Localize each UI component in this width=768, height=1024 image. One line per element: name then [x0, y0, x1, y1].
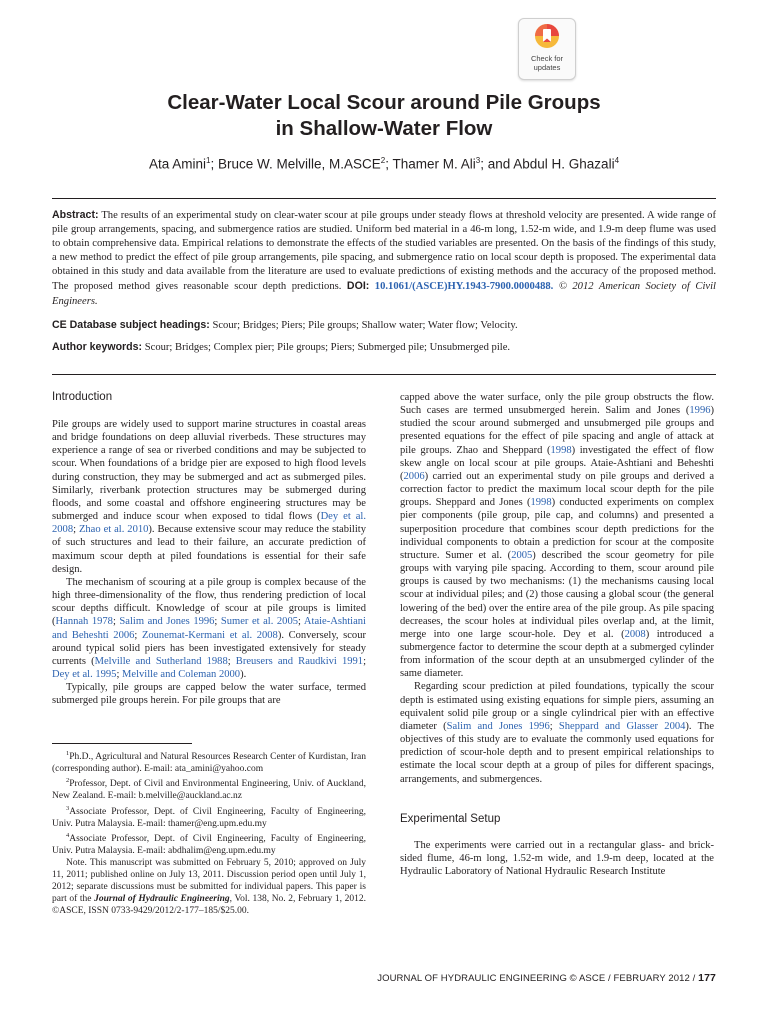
citation-link[interactable]: 2006 [403, 470, 425, 482]
paragraph-text: capped above the water surface, only the pile group obstructs the flow. Such cases are termed unsubmerged herein. Salim and Jones ( [400, 392, 714, 417]
footnote-item [52, 803, 366, 830]
author-name: Abdul H. Ghazali [513, 156, 615, 172]
page-number: 177 [698, 972, 716, 984]
footnote-list [52, 748, 366, 857]
paragraph-text: ; [116, 668, 123, 680]
badge-label-line1: Check for [530, 54, 564, 63]
note-text: Note. This manuscript was submitted on February 5, 2010; approved on July 11, 2011; published online on July 13, 2011. Discussion period open until July 1, 2012; separate discussions must be submitted for individual papers. This paper is part of the [52, 858, 366, 905]
citation-link[interactable]: Sumer et al. 2005 [220, 616, 298, 628]
paragraph-text: ) carried out an experimental study on pile groups and derived a correction factor to predict the maximum local scour depth for the pile groups. Sheppard and Jones ( [400, 470, 714, 509]
paragraph-text: ) studied the scour around submerged and unsubmerged pile groups and presented equations for the effect of pile spacing and angle of attack at pile groups. Zhao and Sheppard ( [400, 405, 714, 456]
abstract-bottom-rule [52, 374, 716, 375]
badge-label-line2: updates [533, 63, 561, 72]
paragraph-text: ; [549, 720, 559, 732]
citation-link[interactable]: Dey et al. 1995 [52, 668, 117, 680]
paragraph-text: ; [227, 655, 236, 667]
author-separator: ; [385, 156, 393, 172]
footnote-rule [52, 743, 192, 744]
paragraph-text: ; [112, 616, 120, 628]
abstract-label: Abstract: [52, 209, 99, 221]
citation-link[interactable]: 2008 [624, 628, 646, 640]
paragraph-text: Regarding scour prediction at piled foundations, typically the scour depth is estimated using existing equations for simple piers, assuming an equivalent solid pile group or a single cylindrical pier with an effective diameter ( [400, 681, 714, 732]
right-paragraph-2 [400, 680, 714, 785]
citation-link[interactable]: 1996 [689, 405, 711, 417]
abstract-block [52, 208, 716, 355]
citation-link[interactable]: Salim and Jones 1996 [119, 616, 215, 628]
paragraph-text: ; [214, 616, 221, 628]
footer-text: JOURNAL OF HYDRAULIC ENGINEERING © ASCE / FEBRUARY 2012 / [377, 973, 699, 984]
author-name: Ata Amini [148, 156, 206, 172]
doi-label: DOI: [346, 280, 370, 293]
abstract-text: The results of an experimental study on clear-water scour at pile groups under steady flows at threshold velocity are presented. A wide range of pile group arrangements, spacing, and submergence ratios are studied. Uniform bed material in a 46-m long, 1.52-m wide, and 1.9-m deep flume was used to obtain comprehensive data. Empirical relations to demonstrate the effects of the studied variables are presented. On the basis of the findings of this study, a new method to predict the effect of pile group arrangements, pile spacing, and submergence ratio on local scour depth is proposed. The experimental data obtained in this study and data available from the literature are used to evaluate predictions of existing methods and the accuracy of the proposed method. The proposed method gives reasonable scour depth predictions. [52, 210, 716, 293]
author-keywords [52, 340, 716, 355]
citation-link[interactable]: Salim and Jones 1996 [446, 720, 550, 732]
intro-paragraph-3: Typically, pile groups are capped below the water surface, termed submerged pile groups herein. For pile groups that are [52, 682, 366, 707]
abstract-top-rule [52, 198, 716, 199]
footnote-mark: 1 [66, 750, 70, 757]
paragraph-text: ). Because extensive scour may reduce the stability of such structures and lead to their failure, an accurate prediction of maximum scour depth at piled foundations is essential for their safe design. [52, 524, 366, 575]
author-keywords-label: Author keywords: [52, 340, 143, 353]
citation-link[interactable]: Dey et al. 2008 [52, 511, 366, 536]
paragraph-text: Pile groups are widely used to support marine structures in coastal areas and bridge foundations on deep alluvial riverbeds. These structures may experience a range of sea or riverbed conditions and may be subjected to scour. When foundations of a bridge pier are exposed to high flood levels during construction, they may be submerged and act as submerged piles. Similarly, riverbank protection structures may be submerged during floods, and some coastal and offshore engineering structures may be submerged and induce scour when exposed to tidal flows ( [52, 419, 366, 523]
manuscript-note [52, 857, 366, 917]
paragraph-text: ) introduced a submergence factor to determine the scour depth at a submerged cylinder from information of the scour depth at an unsubmerged cylinder of the same diameter. [400, 628, 714, 680]
paragraph-text: ). The objectives of this study are to evaluate the commonly used equations for prediction of scour-hole depth and to present empirical relationships to estimate the local scour depth at a group of piles for different spacings, arrangements, and submergences. [400, 720, 714, 785]
footnote-item [52, 748, 366, 775]
paper-title [60, 90, 708, 142]
note-tail: , Vol. 138, No. 2, February 1, 2012. ©ASCE, ISSN 0733-9429/2012/2-177–185/$25.00. [52, 894, 366, 917]
paragraph-text: ; [363, 655, 366, 667]
subject-headings-label: CE Database subject headings: [52, 318, 210, 331]
right-column [400, 391, 714, 878]
footnote-mark: 2 [66, 777, 70, 785]
abstract-paragraph [52, 208, 716, 309]
experimental-setup-paragraph: The experiments were carried out in a rectangular glass- and brick-sided flume, 46-m long, 1.52-m wide, and 1.9-m deep, located at the Hydraulic Laboratory of National Hydraulic Research Institute [400, 839, 714, 877]
title-line1: Clear-Water Local Scour around Pile Groups [167, 91, 601, 114]
check-for-updates-badge[interactable] [518, 18, 576, 80]
citation-link[interactable]: Zounemat-Kermani et al. 2008 [141, 629, 278, 641]
intro-paragraph-2 [52, 576, 366, 681]
author-name: Bruce W. Melville, M.ASCE [217, 156, 381, 172]
introduction-heading: Introduction [52, 391, 113, 403]
citation-link[interactable]: 1998 [530, 497, 552, 509]
citation-link[interactable]: Melville and Sutherland 1988 [94, 655, 228, 667]
footnote-mark: 4 [66, 831, 70, 839]
subject-headings-text: Scour; Bridges; Piers; Pile groups; Shallow water; Water flow; Velocity. [212, 319, 518, 331]
note-journal: Journal of Hydraulic Engineering [94, 894, 230, 905]
paragraph-text: ) described the scour geometry for pile groups with varying pile spacing. According to them, scour around pile groups is caused by two mechanisms: (1) the mechanisms causing local scour at individual piles; and (2) those causing a global scour (the general lowering of the bed) over the entire area of the pile group. As pile spacing decreases, the scour holes at individual piles overlap and, at the limit, merge into one large scour-hole. Dey et al. ( [400, 549, 714, 640]
author-affiliation-mark: 1 [206, 156, 211, 165]
copyright-text: © 2012 American Society of Civil Engineers. [52, 281, 716, 307]
citation-link[interactable]: 1998 [550, 444, 572, 456]
paragraph-text: The mechanism of scouring at a pile group is complex because of the high three-dimensionality of the flow, thus rendering prediction of local scour depths difficult. Knowledge of scour at pile groups is limited ( [52, 576, 366, 628]
doi-link[interactable]: 10.1061/(ASCE)HY.1943-7900.0000488. [374, 281, 554, 293]
footnote-text: Associate Professor, Dept. of Civil Engineering, Faculty of Engineering, Univ. Putra Malaysia. E-mail: abdhalim@eng.upm.edu.my [52, 833, 366, 856]
paragraph-text: ) investigated the effect of flow skew angle on local scour at pile groups. Ataie-Ashtiani and Beheshti ( [400, 444, 714, 482]
footnote-mark: 3 [66, 804, 70, 812]
citation-link[interactable]: 2005 [511, 549, 533, 561]
footnote-item [52, 775, 366, 802]
experimental-setup-heading: Experimental Setup [400, 812, 501, 825]
citation-link[interactable]: Ataie-Ashtiani and Beheshti 2006 [52, 616, 366, 641]
author-keywords-text: Scour; Bridges; Complex pier; Pile groups; Piers; Submerged pile; Unsubmerged pile. [144, 341, 511, 353]
author-name: Thamer M. Ali [392, 156, 476, 172]
citation-link[interactable]: Zhao et al. 2010 [78, 524, 149, 536]
paragraph-text: ). [240, 668, 247, 680]
paragraph-text: ; [134, 629, 142, 641]
running-footer [377, 972, 716, 984]
paragraph-text: ; [73, 524, 79, 536]
intro-paragraph-1 [52, 418, 366, 576]
author-list [60, 152, 708, 174]
author-affiliation-mark: 2 [380, 156, 386, 165]
footnote-item [52, 830, 366, 857]
paragraph-text: ; [298, 616, 304, 628]
footnote-text: Associate Professor, Dept. of Civil Engineering, Faculty of Engineering, Univ. Putra Malaysia. E-mail: thamer@eng.upm.edu.my [52, 806, 366, 829]
paragraph-text: ). Conversely, scour around typical solid piers has been investigated extensively for steady currents ( [52, 629, 366, 667]
footnote-text: Ph.D., Agricultural and Natural Resources Research Center of Kurdistan, Iran (corresponding author). E-mail: ata_amini@yahoo.com [52, 752, 366, 775]
footnote-text: Professor, Dept. of Civil and Environmental Engineering, Univ. of Auckland, New Zealand. E-mail: b.melville@auckland.ac.nz [52, 779, 366, 802]
citation-link[interactable]: Breusers and Raudkivi 1991 [235, 655, 364, 667]
author-separator: ; and [480, 156, 514, 172]
left-column [52, 390, 366, 707]
citation-link[interactable]: Hannah 1978 [55, 616, 113, 628]
subject-headings [52, 318, 716, 333]
author-separator: ; [210, 156, 218, 172]
citation-link[interactable]: Sheppard and Glasser 2004 [558, 720, 686, 732]
author-affiliation-mark: 3 [475, 156, 481, 165]
author-affiliation-mark: 4 [614, 156, 620, 165]
paragraph-text: ) conducted experiments on complex pier components (pile group, pile cap, and columns) and presented a superposition procedure that combines scour depth predictions for the individual components to obtain a prediction for scour at the composite structure. Sumer et al. ( [400, 497, 714, 561]
right-paragraph-1 [400, 391, 714, 680]
footnotes [52, 748, 366, 917]
title-line2: in Shallow-Water Flow [275, 117, 493, 140]
check-for-updates-icon [534, 23, 560, 49]
citation-link[interactable]: Melville and Coleman 2000 [122, 668, 241, 680]
